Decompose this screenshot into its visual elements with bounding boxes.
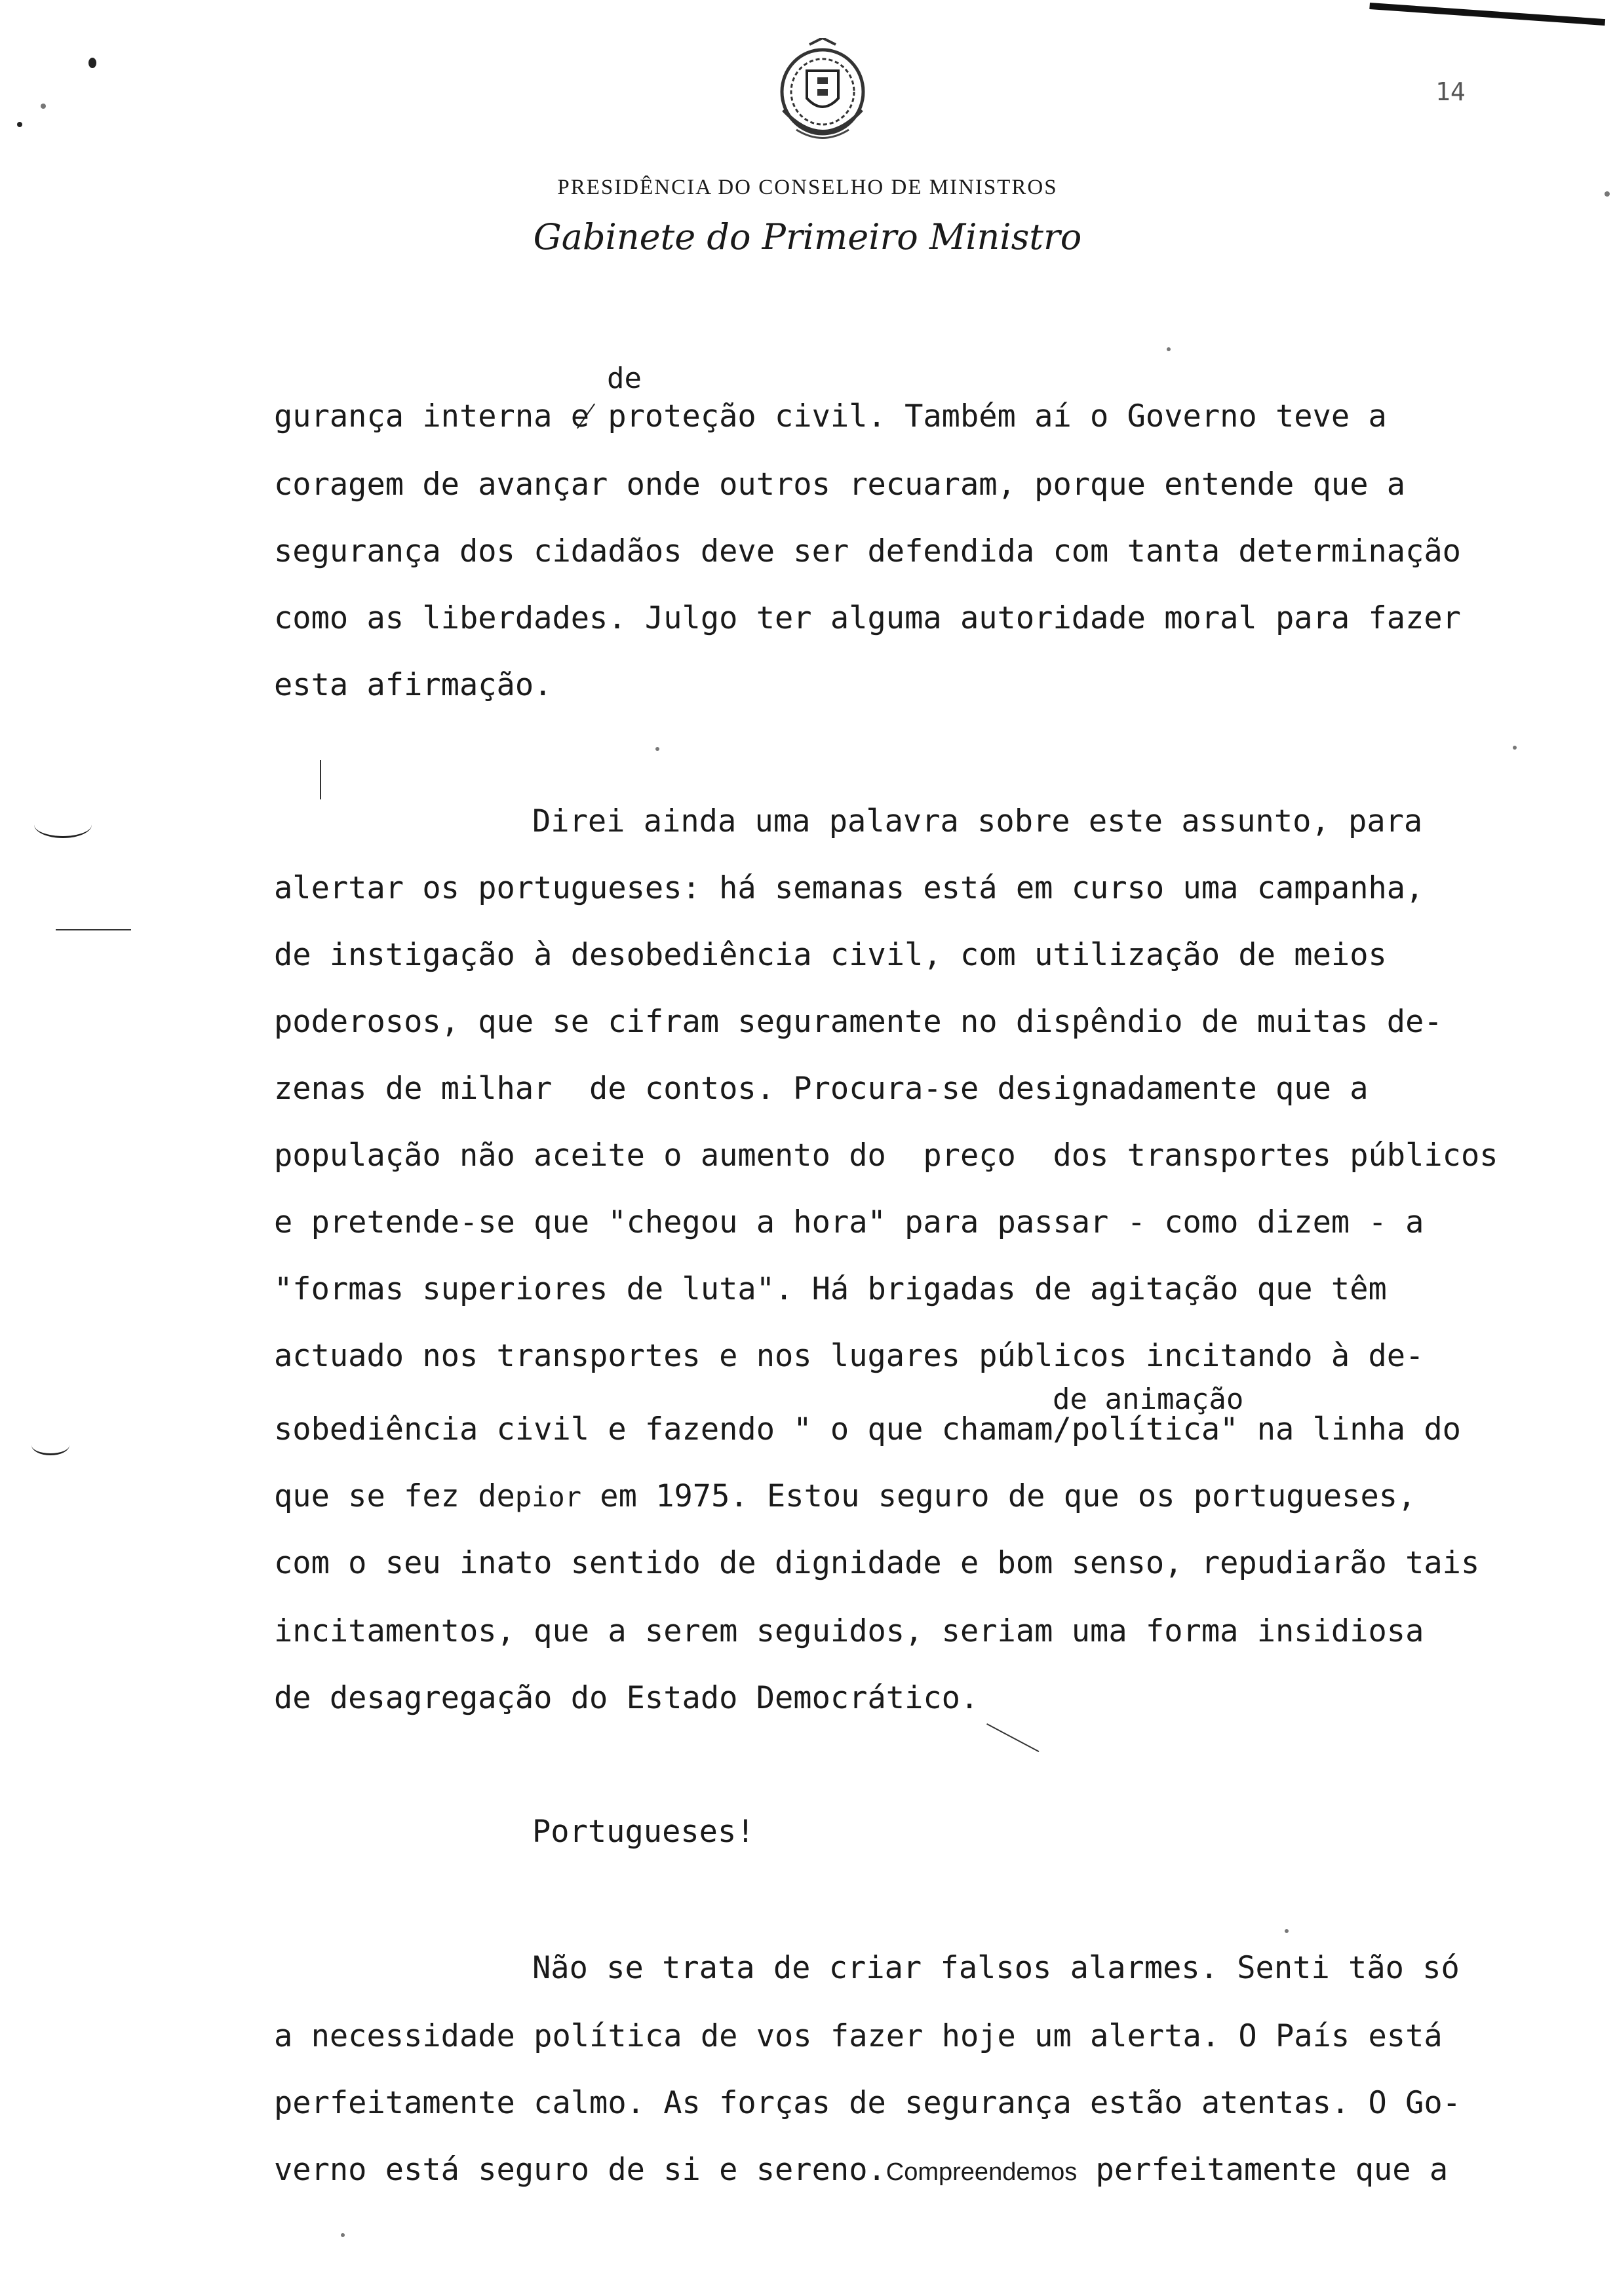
coat-of-arms-icon [757, 38, 888, 163]
text-line: sobediência civil e fazendo " o que chamam/política" na linha do [274, 1411, 1461, 1447]
scan-speck [1513, 746, 1517, 750]
scan-speck [17, 122, 22, 127]
scan-speck [655, 747, 659, 751]
scan-mark-top-right [1369, 3, 1605, 26]
annotation-insert: de animação [1053, 1383, 1244, 1416]
header-cabinet: Gabinete do Primeiro Ministro [533, 216, 1082, 258]
text-line: a necessidade política de vos fazer hoje um alerta. O País está [274, 2018, 1443, 2054]
text-line: e pretende-se que "chegou a hora" para passar - como dizem - a [274, 1204, 1424, 1240]
pen-stroke [56, 929, 131, 930]
text-line: como as liberdades. Julgo ter alguma autoridade moral para fazer [274, 600, 1461, 636]
text-line: alertar os portugueses: há semanas está em curso uma campanha, [274, 870, 1424, 906]
salutation: Portugueses! [532, 1814, 755, 1850]
scan-speck [1167, 347, 1171, 351]
scan-speck [88, 58, 96, 68]
page-number: 14 [1435, 77, 1466, 106]
annotation-insert: Compreendemos [885, 2158, 1078, 2186]
text-line: segurança dos cidadãos deve ser defendida com tanta determinação [274, 533, 1461, 569]
text-line: população não aceite o aumento do preço dos transportes públicos [274, 1138, 1498, 1174]
pen-stroke [320, 760, 321, 799]
text-line: de instigação à desobediência civil, com utilização de meios [274, 937, 1387, 973]
text-line: gurança interna e proteção civil. Também aí o Governo teve a [274, 398, 1387, 434]
pen-stroke [31, 1435, 69, 1455]
scan-speck [1285, 1929, 1289, 1933]
text-line: Direi ainda uma palavra sobre este assunto, para [532, 803, 1423, 839]
text-line [274, 2152, 1449, 2188]
text-line: actuado nos transportes e nos lugares públicos incitando à de- [274, 1338, 1424, 1374]
text-line: de desagregação do Estado Democrático. [274, 1680, 979, 1716]
text-line: Não se trata de criar falsos alarmes. Senti tão só [532, 1950, 1460, 1986]
pen-stroke [986, 1723, 1039, 1752]
scan-speck [341, 2233, 345, 2237]
text-line: incitamentos, que a serem seguidos, seriam uma forma insidiosa [274, 1613, 1424, 1649]
text-segment: perfeitamente que a [1077, 2152, 1449, 2188]
text-segment: em 1975. Estou seguro de que os portugueses, [581, 1478, 1416, 1514]
text-segment: que se fez de [274, 1478, 515, 1514]
text-segment: verno está seguro de si e sereno. [274, 2152, 886, 2188]
text-line: poderosos, que se cifram seguramente no dispêndio de muitas de- [274, 1004, 1443, 1040]
text-line: "formas superiores de luta". Há brigadas de agitação que têm [274, 1271, 1387, 1307]
text-line: zenas de milhar de contos. Procura-se designadamente que a [274, 1071, 1369, 1107]
text-line: com o seu inato sentido de dignidade e bom senso, repudiarão tais [274, 1545, 1480, 1581]
annotation-insert: de [607, 362, 642, 395]
text-line: coragem de avançar onde outros recuaram, porque entende que a [274, 467, 1406, 503]
header-office: PRESIDÊNCIA DO CONSELHO DE MINISTROS [557, 176, 1058, 199]
scan-speck [41, 104, 46, 109]
text-line: esta afirmação. [274, 667, 553, 703]
annotation-insert: pior [515, 1481, 582, 1513]
pen-stroke [34, 811, 92, 838]
text-line [274, 1478, 1416, 1514]
text-line: perfeitamente calmo. As forças de segurança estão atentas. O Go- [274, 2085, 1461, 2121]
